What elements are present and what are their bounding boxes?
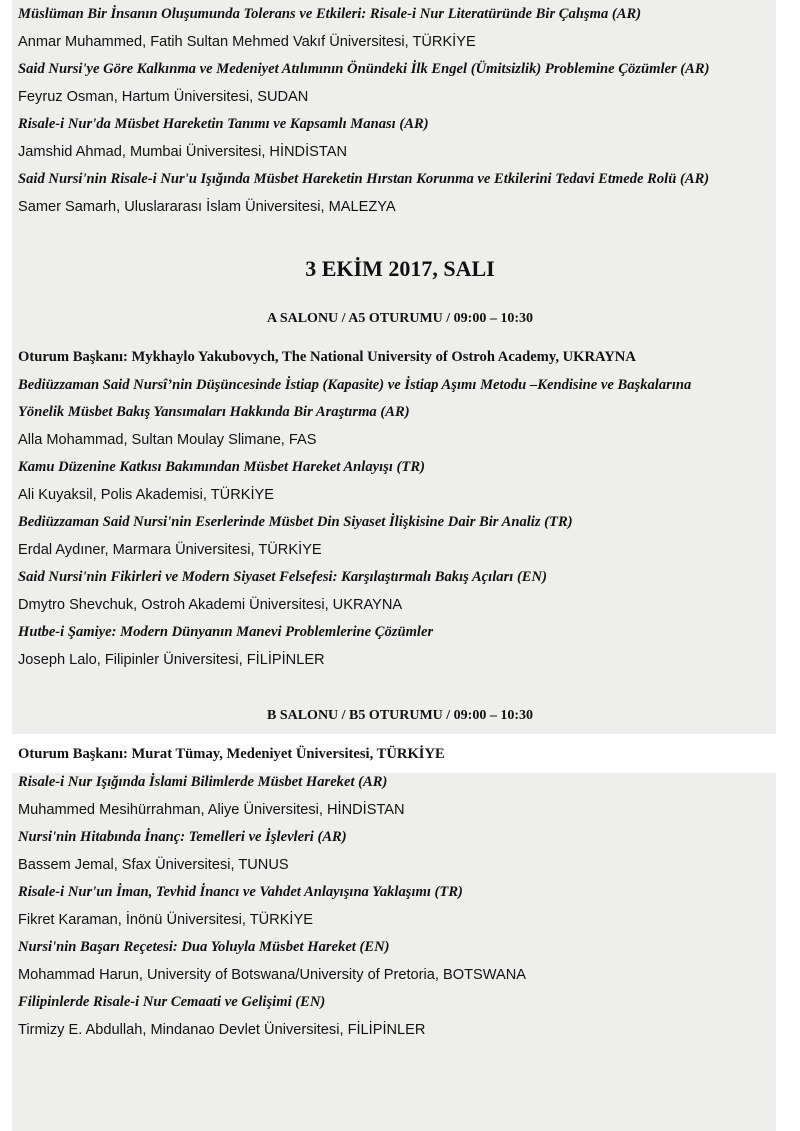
paper-author: Alla Mohammad, Sultan Moulay Slimane, FAS bbox=[18, 432, 317, 448]
paper-author: Feyruz Osman, Hartum Üniversitesi, SUDAN bbox=[18, 89, 309, 105]
paper-author: Mohammad Harun, University of Botswana/University of Pretoria, BOTSWANA bbox=[18, 967, 526, 983]
paper-author: Bassem Jemal, Sfax Üniversitesi, TUNUS bbox=[18, 857, 289, 873]
paper-author: Joseph Lalo, Filipinler Üniversitesi, FİLİPİNLER bbox=[18, 652, 325, 668]
paper-title: Müslüman Bir İnsanın Oluşumunda Tolerans ve Etkileri: Risale-i Nur Literatüründe Bir Çalışma (AR) bbox=[18, 6, 642, 22]
paper-title: Said Nursi'nin Risale-i Nur'u Işığında Müsbet Hareketin Hırstan Korunma ve Etkilerini Tedavi Etmede Rolü (AR) bbox=[18, 171, 710, 187]
paper-author: Jamshid Ahmad, Mumbai Üniversitesi, HİNDİSTAN bbox=[18, 144, 347, 160]
paper-author: Erdal Aydıner, Marmara Üniversitesi, TÜRKİYE bbox=[18, 542, 322, 558]
paper-title: Said Nursi'nin Fikirleri ve Modern Siyaset Felsefesi: Karşılaştırmalı Bakış Açıları (EN) bbox=[18, 569, 547, 585]
paper-title: Nursi'nin Başarı Reçetesi: Dua Yoluyla Müsbet Hareket (EN) bbox=[18, 939, 390, 955]
paper-author: Anmar Muhammed, Fatih Sultan Mehmed Vakıf Üniversitesi, TÜRKİYE bbox=[18, 34, 476, 50]
paper-title: Risale-i Nur'un İman, Tevhid İnancı ve Vahdet Anlayışına Yaklaşımı (TR) bbox=[18, 884, 463, 900]
paper-title: Bediüzzaman Said Nursî’nin Düşüncesinde İstiap (Kapasite) ve İstiap Aşımı Metodu –Kendisine ve Başkalarına bbox=[18, 377, 692, 393]
paper-author: Fikret Karaman, İnönü Üniversitesi, TÜRKİYE bbox=[18, 912, 313, 928]
day-heading: 3 EKİM 2017, SALI bbox=[305, 256, 495, 281]
session-heading: B SALONU / B5 OTURUMU / 09:00 – 10:30 bbox=[266, 708, 533, 723]
paper-author: Dmytro Shevchuk, Ostroh Akademi Üniversitesi, UKRAYNA bbox=[18, 597, 403, 613]
paper-title: Said Nursi'ye Göre Kalkınma ve Medeniyet Atılımının Önündeki İlk Engel (Ümitsizlik) Problemine Çözümler (AR) bbox=[18, 61, 710, 77]
paper-title: Risale-i Nur'da Müsbet Hareketin Tanımı ve Kapsamlı Manası (AR) bbox=[18, 116, 429, 132]
session-heading: A SALONU / A5 OTURUMU / 09:00 – 10:30 bbox=[266, 311, 533, 326]
paper-title: Nursi'nin Hitabında İnanç: Temelleri ve İşlevleri (AR) bbox=[18, 829, 347, 845]
paper-author: Tirmizy E. Abdullah, Mindanao Devlet Üniversitesi, FİLİPİNLER bbox=[18, 1022, 426, 1038]
paper-title: Bediüzzaman Said Nursi'nin Eserlerinde Müsbet Din Siyaset İlişkisine Dair Bir Analiz (TR) bbox=[18, 514, 573, 530]
paper-title: Risale-i Nur Işığında İslami Bilimlerde Müsbet Hareket (AR) bbox=[18, 774, 388, 790]
paper-title: Hutbe-i Şamiye: Modern Dünyanın Manevi Problemlerine Çözümler bbox=[18, 624, 434, 640]
session-chair: Oturum Başkanı: Mykhaylo Yakubovych, The National University of Ostroh Academy, UKRAYNA bbox=[18, 349, 636, 365]
session-chair: Oturum Başkanı: Murat Tümay, Medeniyet Üniversitesi, TÜRKİYE bbox=[18, 746, 445, 762]
paper-author: Samer Samarh, Uluslararası İslam Üniversitesi, MALEZYA bbox=[18, 199, 396, 215]
paper-title: Filipinlerde Risale-i Nur Cemaati ve Gelişimi (EN) bbox=[18, 994, 326, 1010]
paper-author: Ali Kuyaksil, Polis Akademisi, TÜRKİYE bbox=[18, 487, 275, 503]
paper-title: Kamu Düzenine Katkısı Bakımından Müsbet Hareket Anlayışı (TR) bbox=[18, 459, 425, 475]
paper-title-continued: Yönelik Müsbet Bakış Yansımaları Hakkında Bir Araştırma (AR) bbox=[18, 404, 410, 420]
paper-author: Muhammed Mesihürrahman, Aliye Üniversitesi, HİNDİSTAN bbox=[18, 802, 405, 818]
